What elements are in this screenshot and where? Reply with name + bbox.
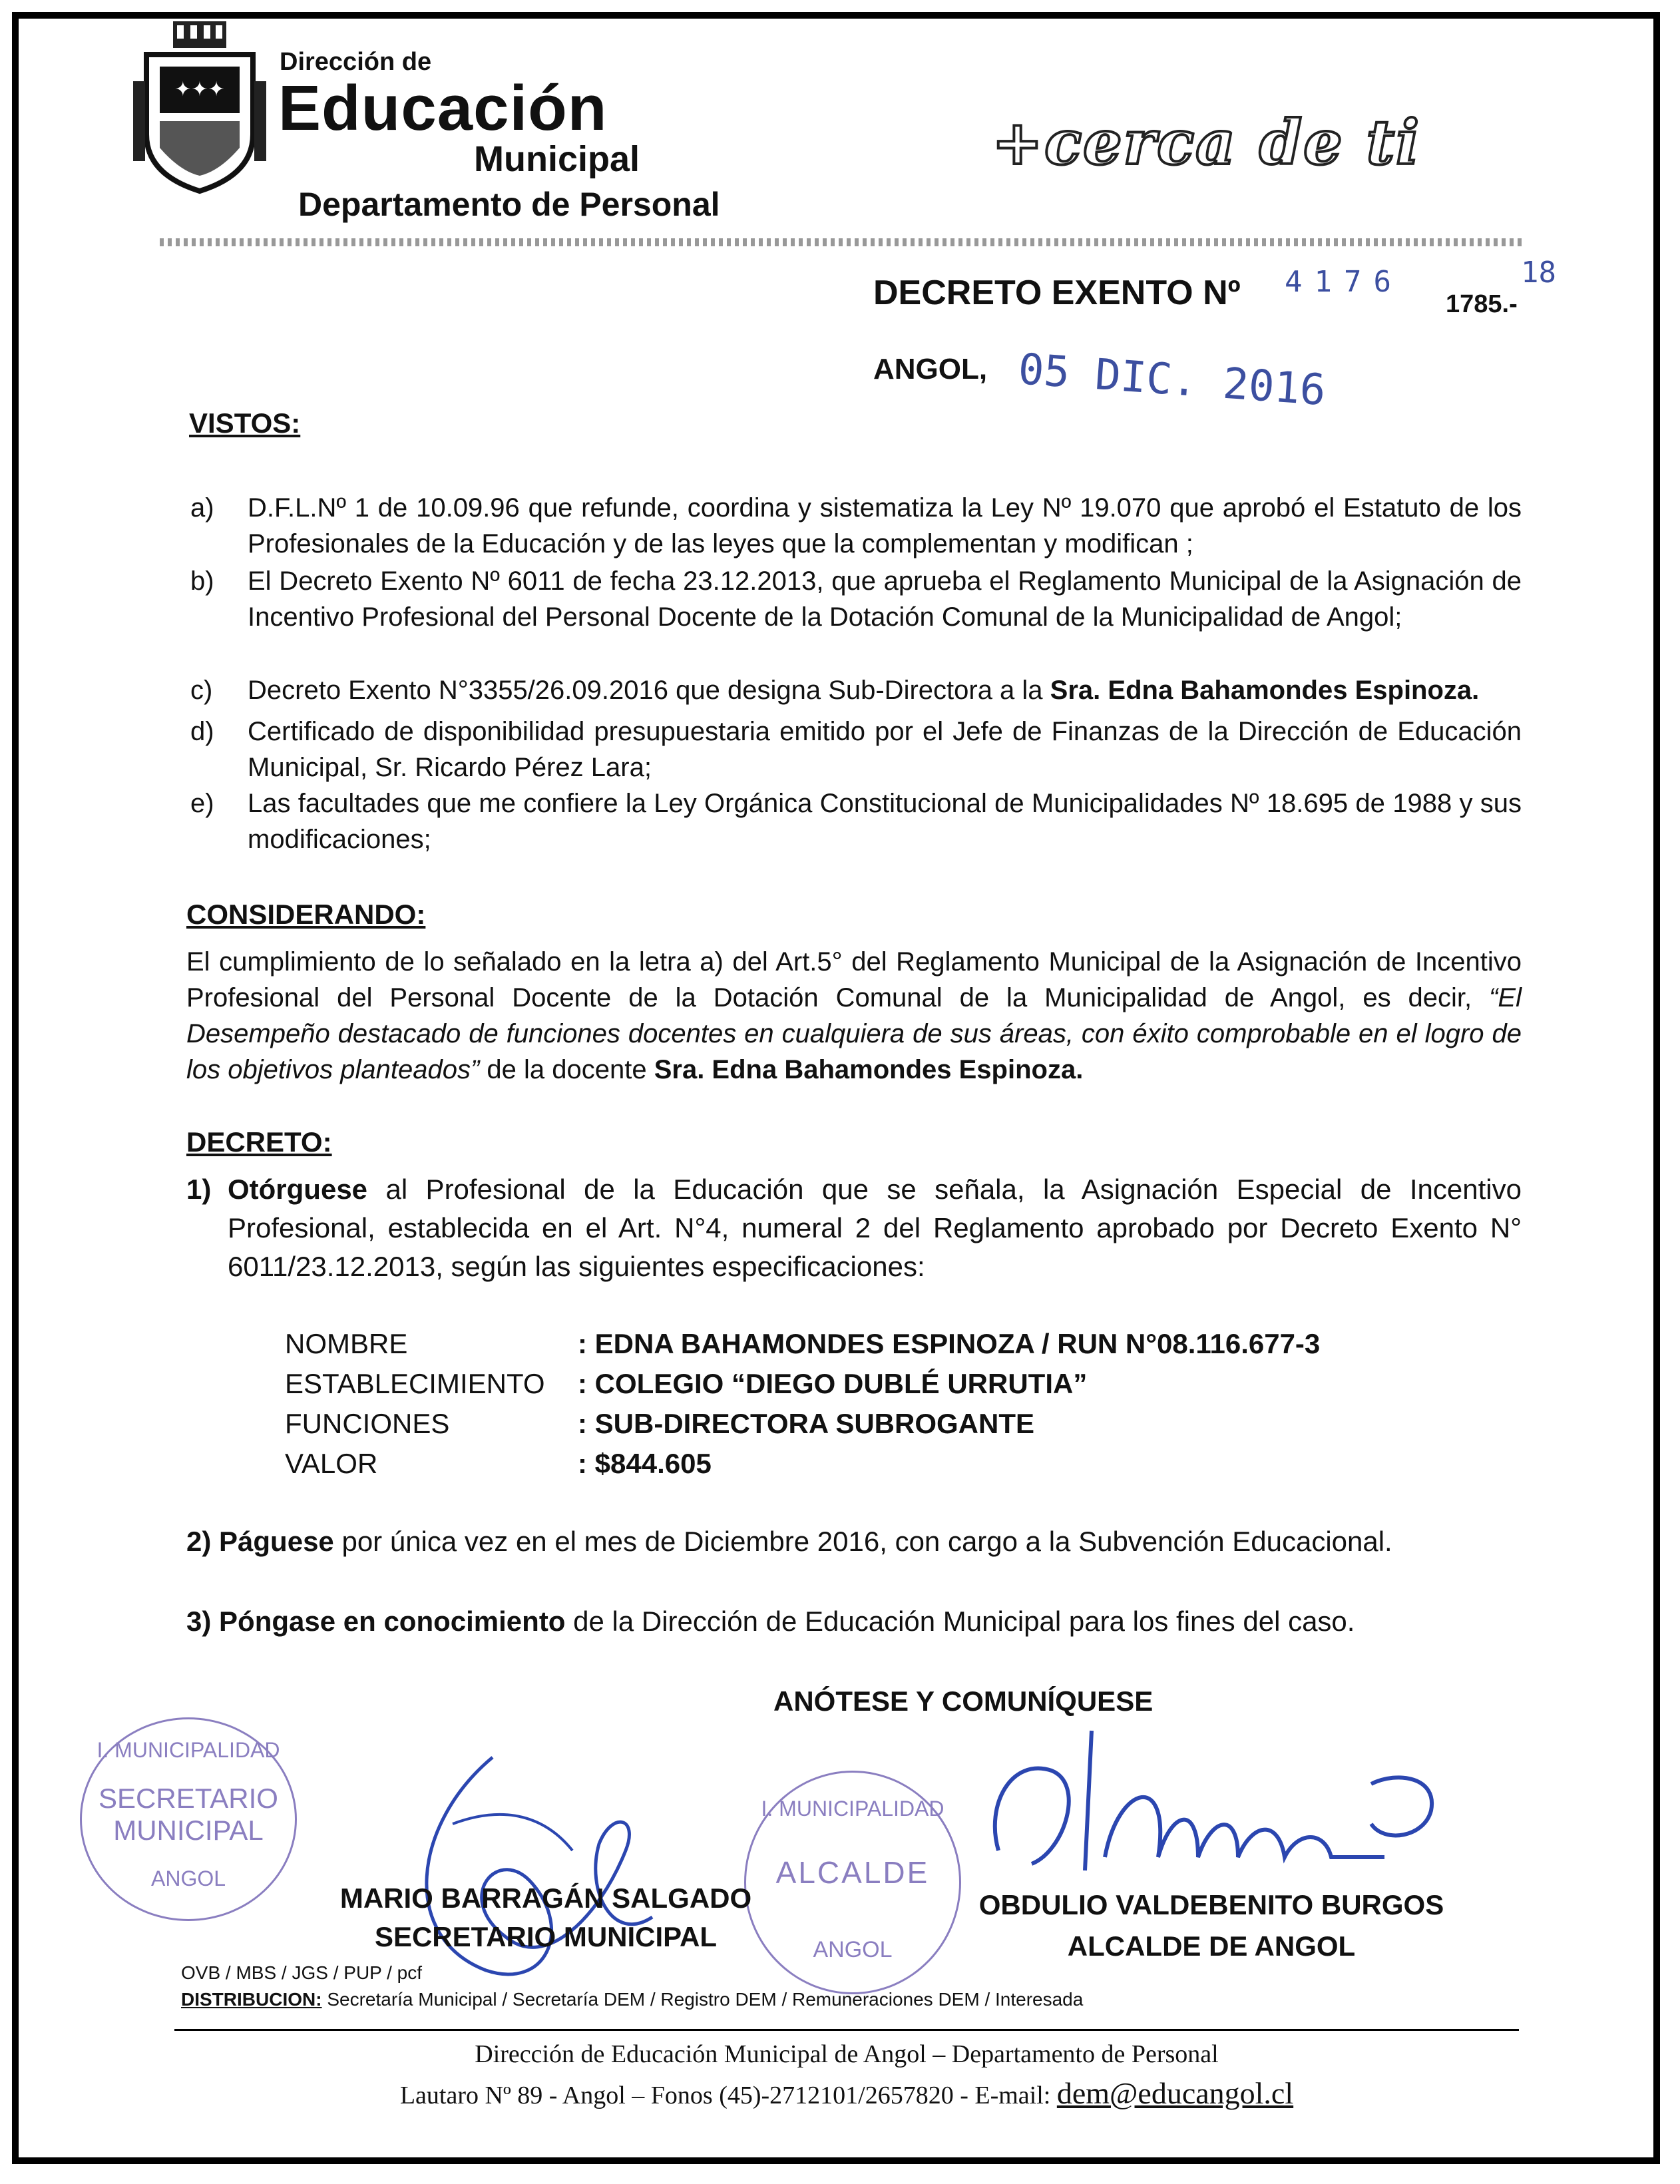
decreto-item-3 [186,1606,1355,1638]
alcalde-name: OBDULIO VALDEBENITO BURGOS [978,1889,1444,1920]
item-bold: Póngase en conocimiento [219,1606,566,1637]
slogan: +cerca de ti [992,107,1421,178]
spec-row-funciones [285,1405,1034,1443]
seal-mid-text-2: MUNICIPAL [113,1815,264,1846]
seal-mid-text: ALCALDE [775,1855,930,1890]
item-label: c) [190,676,213,705]
considerando-name: Sra. Edna Bahamondes Espinoza. [654,1055,1084,1084]
item-text: El Decreto Exento Nº 6011 de fecha 23.12.2013, que aprueba el Reglamento Municipal de la Asignación de Incentivo Profesional del Personal Docente de la Dotación Comunal de la Municipalidad de Angol; [248,566,1522,632]
spec-key: ESTABLECIMIENTO [285,1368,545,1399]
header-divider [160,238,1524,246]
spec-value: : EDNA BAHAMONDES ESPINOZA / RUN N°08.116.677-3 [578,1328,1321,1359]
item-text: Certificado de disponibilidad presupuestaria emitido por el Jefe de Finanzas de la Dirección de Educación Municipal, Sr. Ricardo Pérez Lara; [248,717,1522,782]
vistos-item-e [190,785,1522,857]
spec-row-establecimiento [285,1365,1087,1403]
vistos-item-c [190,672,1522,708]
svg-text:✦✦✦: ✦✦✦ [174,78,225,101]
item-text: Decreto Exento N°3355/26.09.2016 que designa Sub-Directora a la [248,676,1050,705]
considerando-paragraph [186,944,1522,1088]
item-label: 1) [186,1174,212,1205]
considerando-text-2: de la docente [479,1055,654,1084]
vistos-item-b [190,563,1522,635]
distribution-text: Secretaría Municipal / Secretaría DEM / Registro DEM / Remuneraciones DEM / Interesada [321,1989,1084,2010]
item-label: a) [190,493,214,523]
seal-top-text: I. MUNICIPALIDAD [761,1797,945,1821]
footer-address: Lautaro Nº 89 - Angol – Fonos (45)-2712101/2657820 - E-mail: [399,2081,1057,2109]
decreto-item-2 [186,1526,1392,1558]
item-bold-name: Sra. Edna Bahamondes Espinoza. [1050,676,1480,705]
seal-bottom-text: ANGOL [150,1866,226,1890]
distribution-label: DISTRIBUCION: [181,1989,322,2010]
header-municipal: Municipal [474,139,640,179]
item-label: b) [190,566,214,596]
handwritten-number: 18 [1521,256,1556,290]
header-educacion: Educación [278,73,608,144]
spec-row-valor [285,1444,712,1483]
footer-line-2 [174,2075,1519,2111]
secretario-role: SECRETARIO MUNICIPAL [374,1921,718,1952]
header-line-direccion: Dirección de [280,48,432,76]
seal-top-text: I. MUNICIPALIDAD [97,1738,280,1762]
spec-value: : $844.605 [578,1448,712,1479]
distribution [181,1989,1083,2010]
alcalde-role: ALCALDE DE ANGOL [1067,1930,1356,1962]
item-bold: Páguese [219,1526,334,1557]
item-text: al Profesional de la Educación que se señala, la Asignación Especial de Incentivo Profesional, establecida en el Art. N°4, numeral 2 del Reglamento aprobado por Decreto Exento N° 6011/23.12.2013, según las siguientes especificaciones: [228,1174,1522,1282]
spec-key: VALOR [285,1448,378,1479]
footer-divider [174,2029,1519,2031]
vistos-heading: VISTOS: [189,407,301,439]
municipal-crest-logo [133,21,266,194]
initials: OVB / MBS / JGS / PUP / pcf [181,1962,423,1983]
decree-place: ANGOL, [873,353,988,385]
item-label: e) [190,789,214,818]
footer-email[interactable]: dem@educangol.cl [1056,2076,1294,2110]
vistos-item-a [190,490,1522,562]
item-text: D.F.L.Nº 1 de 10.09.96 que refunde, coordina y sistematiza la Ley Nº 19.070 que aprobó el Estatuto de los Profesionales de la Educación y de las leyes que la complementan y modifican ; [248,493,1522,558]
considerando-quote: “El Desempeño destacado de funciones docentes en cualquiera de sus áreas, con éxito comprobable en el logro de los objetivos planteados” [186,983,1522,1084]
vistos-item-d [190,714,1522,785]
closing-formula: ANÓTESE Y COMUNÍQUESE [773,1685,1154,1717]
header-departamento: Departamento de Personal [298,186,720,223]
item-text: Las facultades que me confiere la Ley Orgánica Constitucional de Municipalidades Nº 18.695 de 1988 y sus modificaciones; [248,789,1522,854]
spec-key: FUNCIONES [285,1408,450,1439]
item-label: d) [190,717,214,746]
seal-mid-text-1: SECRETARIO [99,1783,278,1814]
item-text: por única vez en el mes de Diciembre 2016, con cargo a la Subvención Educacional. [333,1526,1392,1557]
secretario-signature [373,1717,679,1997]
printed-decree-number: 1785.- [1446,290,1518,318]
stamped-decree-number: 4176 [1285,265,1403,299]
item-text: de la Dirección de Educación Municipal para los fines del caso. [565,1606,1355,1637]
spec-value: : COLEGIO “DIEGO DUBLÉ URRUTIA” [578,1368,1088,1399]
decreto-item-1 [186,1170,1522,1286]
item-label: 2) [186,1526,212,1557]
item-label: 3) [186,1606,212,1637]
decree-title: DECRETO EXENTO Nº [873,274,1241,312]
date-stamp: 05 DIC. 2016 [1016,345,1327,416]
alcalde-signature [972,1704,1451,1904]
decreto-heading: DECRETO: [186,1126,332,1158]
considerando-text: El cumplimiento de lo señalado en la letra a) del Art.5° del Reglamento Municipal de la Asignación de Incentivo Profesional del Personal Docente de la Dotación Comunal de la Municipalidad de Angol, es decir, [186,947,1522,1012]
spec-row-nombre [285,1325,1320,1363]
spec-value: : SUB-DIRECTORA SUBROGANTE [578,1408,1035,1439]
seal-bottom-text: ANGOL [813,1937,893,1962]
footer-line-1: Dirección de Educación Municipal de Angol – Departamento de Personal [475,2040,1219,2068]
considerando-heading: CONSIDERANDO: [186,899,426,930]
item-bold: Otórguese [228,1174,368,1205]
secretario-name: MARIO BARRAGÁN SALGADO [339,1882,752,1914]
spec-key: NOMBRE [285,1328,408,1359]
